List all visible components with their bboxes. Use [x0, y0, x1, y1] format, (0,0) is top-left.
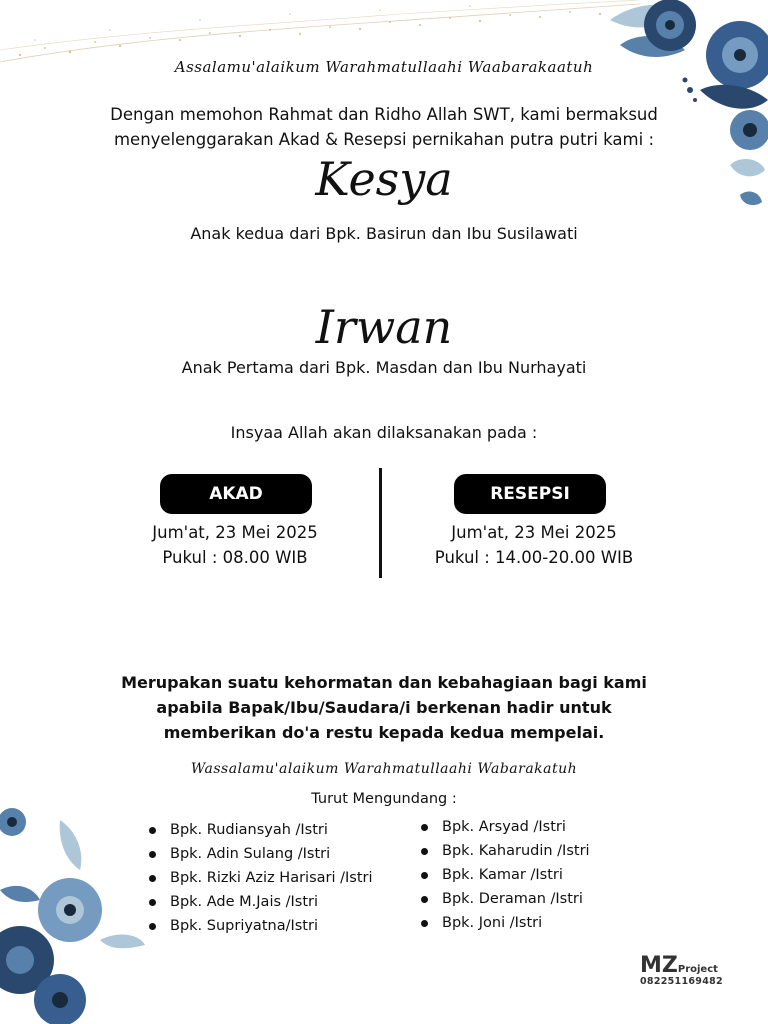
resepsi-details	[410, 520, 658, 570]
event-divider	[379, 468, 382, 578]
closing-line: Merupakan suatu kehormatan dan kebahagiaan bagi kami	[121, 673, 647, 692]
brand-logo	[640, 955, 740, 987]
event-intro: Insyaa Allah akan dilaksanakan pada :	[230, 423, 538, 442]
logo-word: Project	[677, 964, 718, 975]
guest-list-item: Bpk. Deraman /Istri	[418, 887, 590, 911]
invitation-intro	[0, 102, 768, 152]
guest-list-item: Bpk. Rudiansyah /Istri	[146, 818, 373, 842]
groom-name: Irwan	[315, 300, 453, 354]
akad-label: AKAD	[160, 474, 312, 514]
groom-parents: Anak Pertama dari Bpk. Masdan dan Ibu Nurhayati	[181, 358, 587, 377]
akad-time: Pukul : 08.00 WIB	[162, 548, 308, 567]
bottom-left-floral-decoration	[0, 800, 150, 1024]
resepsi-label: RESEPSI	[454, 474, 606, 514]
akad-date: Jum'at, 23 Mei 2025	[152, 523, 318, 542]
guest-list-item: Bpk. Kaharudin /Istri	[418, 839, 590, 863]
resepsi-date: Jum'at, 23 Mei 2025	[451, 523, 617, 542]
guest-list-item: Bpk. Arsyad /Istri	[418, 815, 590, 839]
inviter-title: Turut Mengundang :	[311, 791, 457, 807]
guest-list-item: Bpk. Supriyatna/Istri	[146, 914, 373, 938]
guest-list-item: Bpk. Adin Sulang /Istri	[146, 842, 373, 866]
bride-parents: Anak kedua dari Bpk. Basirun dan Ibu Susilawati	[190, 224, 578, 243]
guest-list-left	[146, 818, 373, 938]
guest-list-item: Bpk. Ade M.Jais /Istri	[146, 890, 373, 914]
closing-message	[0, 670, 768, 745]
bride-name: Kesya	[315, 152, 453, 206]
logo-mark: MZ	[640, 953, 678, 978]
guest-list-item: Bpk. Kamar /Istri	[418, 863, 590, 887]
akad-details	[120, 520, 350, 570]
resepsi-time: Pukul : 14.00-20.00 WIB	[434, 548, 634, 567]
closing-greeting: Wassalamu'alaikum Warahmatullaahi Wabarakatuh	[190, 761, 578, 777]
logo-phone: 082251169482	[640, 976, 723, 987]
guest-list-item: Bpk. Rizki Aziz Harisari /Istri	[146, 866, 373, 890]
opening-greeting: Assalamu'alaikum Warahmatullaahi Waabarakaatuh	[174, 58, 594, 76]
closing-line: memberikan do'a restu kepada kedua mempelai.	[163, 723, 605, 742]
intro-line: menyelenggarakan Akad & Resepsi pernikahan putra putri kami :	[113, 130, 655, 149]
guest-list-right	[418, 815, 590, 935]
closing-line: apabila Bapak/Ibu/Saudara/i berkenan hadir untuk	[156, 698, 612, 717]
guest-list-item: Bpk. Joni /Istri	[418, 911, 590, 935]
intro-line: Dengan memohon Rahmat dan Ridho Allah SWT, kami bermaksud	[110, 105, 658, 124]
